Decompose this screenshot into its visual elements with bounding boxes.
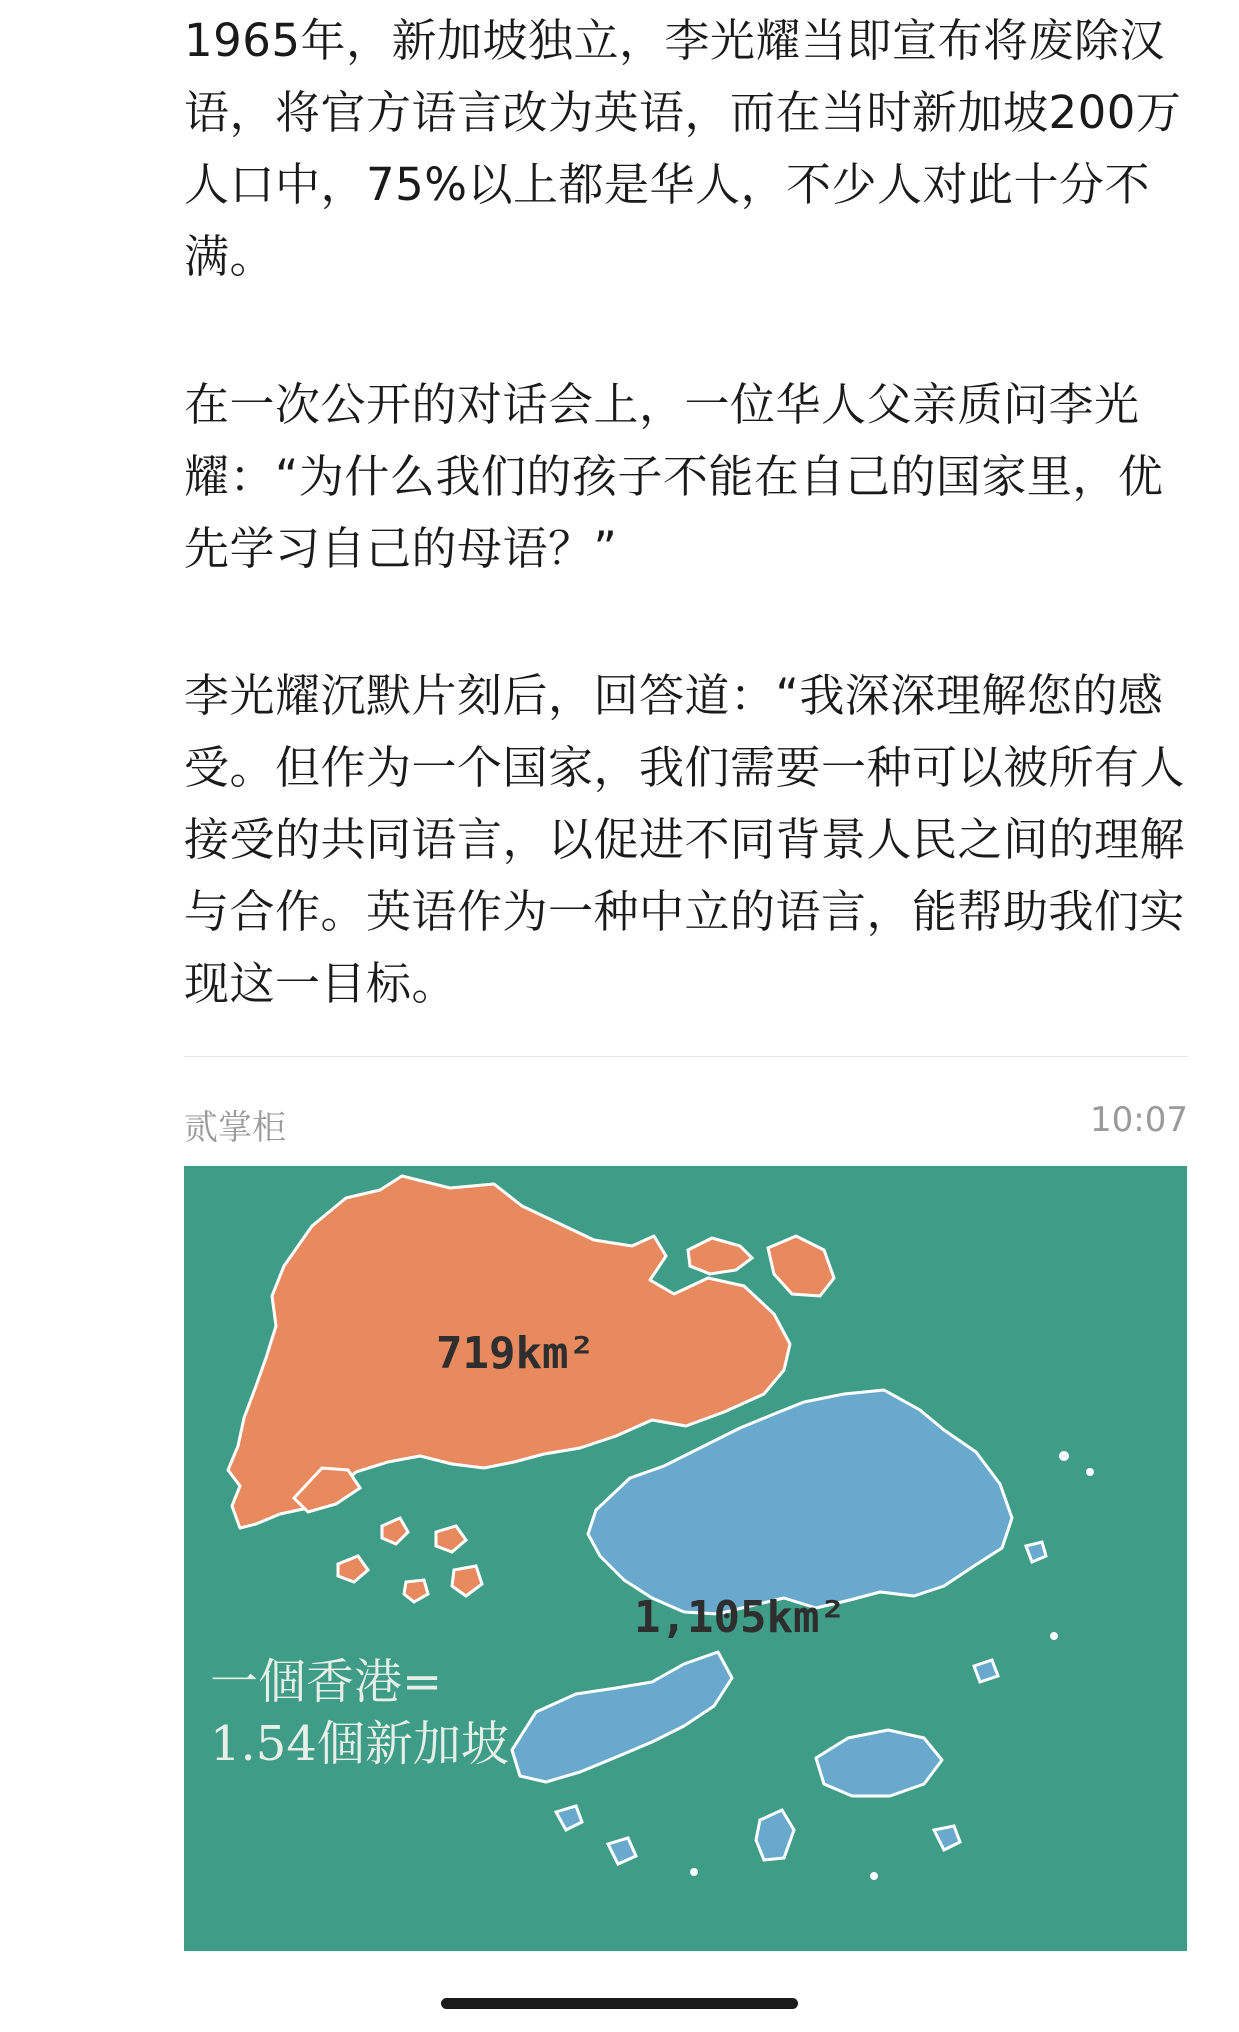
singapore-southern-island-5 [404, 1580, 428, 1602]
article-paragraph-3: 李光耀沉默片刻后，回答道：“我深深理解您的感受。但作为一个国家，我们需要一种可以被所有人接受的共同语言，以促进不同背景人民之间的理解与合作。英语作为一种中立的语言，能帮助我们实现这一目标。 [184, 669, 1186, 1010]
author-name[interactable]: 贰掌柜 [184, 1108, 286, 1148]
hongkong-area-label: 1,105km² [634, 1592, 846, 1643]
hongkong-island-shape [816, 1730, 942, 1796]
hongkong-lamma-shape [756, 1810, 794, 1860]
hongkong-lantau-shape [512, 1652, 732, 1782]
article-paragraph-2: 在一次公开的对话会上，一位华人父亲质问李光耀：“为什么我们的孩子不能在自己的国家里，优先学习自己的母语？” [184, 378, 1164, 575]
hongkong-mainland-shape [588, 1390, 1012, 1614]
singapore-ubin-shape [688, 1238, 752, 1274]
post-time: 10:07 [1090, 1100, 1188, 1140]
map-speck [1059, 1451, 1069, 1461]
singapore-area-label: 719km² [436, 1328, 595, 1379]
article-paragraph-1: 1965年，新加坡独立，李光耀当即宣布将废除汉语，将官方语言改为英语，而在当时新加坡200万人口中，75%以上都是华人，不少人对此十分不满。 [184, 14, 1182, 283]
map-speck [690, 1868, 698, 1876]
singapore-southern-island-3 [338, 1556, 368, 1582]
post-meta [184, 1100, 1188, 1148]
map-illustration [184, 1166, 1187, 1951]
map-caption-line-1: 一個香港= [210, 1654, 443, 1710]
map-speck [1050, 1632, 1058, 1640]
singapore-southern-island-4 [452, 1566, 482, 1596]
hongkong-small-island-1 [556, 1806, 582, 1830]
map-comparison-image[interactable] [184, 1166, 1187, 1951]
singapore-southern-island-2 [382, 1518, 408, 1544]
section-divider [184, 1056, 1188, 1057]
hongkong-small-island-3 [934, 1826, 960, 1850]
map-caption-line-2: 1.54個新加坡 [210, 1716, 509, 1772]
home-indicator[interactable] [441, 1998, 798, 2009]
singapore-tekong-shape [768, 1236, 834, 1296]
map-speck [870, 1872, 878, 1880]
map-speck [1086, 1468, 1094, 1476]
singapore-southern-island-1 [436, 1526, 466, 1552]
hongkong-small-island-4 [1026, 1542, 1046, 1562]
hongkong-small-island-2 [608, 1838, 636, 1864]
hongkong-small-island-5 [974, 1660, 998, 1682]
